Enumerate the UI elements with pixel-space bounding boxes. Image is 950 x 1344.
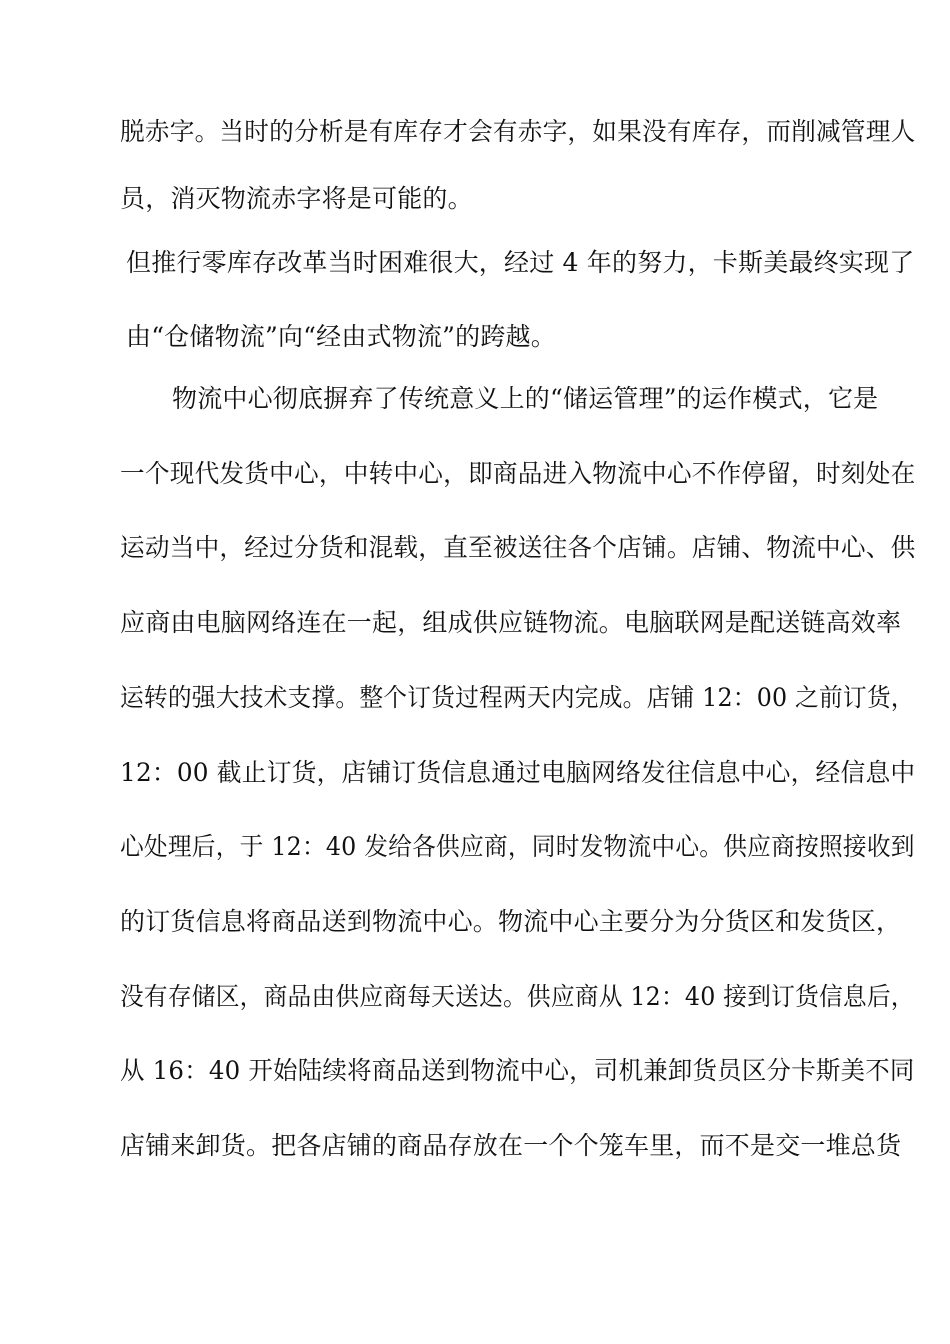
text-line-4: 由“仓储物流”向“经由式物流”的跨越。 [126, 322, 556, 351]
text-line-7: 运动当中，经过分货和混载，直至被送往各个店铺。店铺、物流中心、供 [120, 533, 916, 562]
text-line-5: 物流中心彻底摒弃了传统意义上的“储运管理”的运作模式，它是 [172, 384, 879, 413]
text-line-10: 12：00 截止订货，店铺订货信息通过电脑网络发往信息中心，经信息中 [120, 758, 916, 787]
text-line-6: 一个现代发货中心，中转中心，即商品进入物流中心不作停留，时刻处在 [120, 459, 916, 488]
text-line-14: 从 16：40 开始陆续将商品送到物流中心，司机兼卸货员区分卡斯美不同 [120, 1056, 915, 1085]
text-line-11: 心处理后，于 12：40 发给各供应商，同时发物流中心。供应商按照接收到 [120, 832, 915, 861]
text-line-3: 但推行零库存改革当时困难很大，经过 4 年的努力，卡斯美最终实现了 [126, 248, 915, 277]
text-line-15: 店铺来卸货。把各店铺的商品存放在一个个笼车里，而不是交一堆总货 [120, 1131, 902, 1160]
text-line-12: 的订货信息将商品送到物流中心。物流中心主要分为分货区和发货区， [120, 907, 902, 936]
text-line-9: 运转的强大技术支撑。整个订货过程两天内完成。店铺 12：00 之前订货， [120, 683, 915, 712]
text-line-2: 员，消灭物流赤字将是可能的。 [120, 184, 473, 213]
text-line-13: 没有存储区，商品由供应商每天送达。供应商从 12：40 接到订货信息后， [120, 982, 915, 1011]
text-line-8: 应商由电脑网络连在一起，组成供应链物流。电脑联网是配送链高效率 [120, 608, 902, 637]
text-line-1: 脱赤字。当时的分析是有库存才会有赤字，如果没有库存，而削减管理人 [120, 117, 916, 146]
